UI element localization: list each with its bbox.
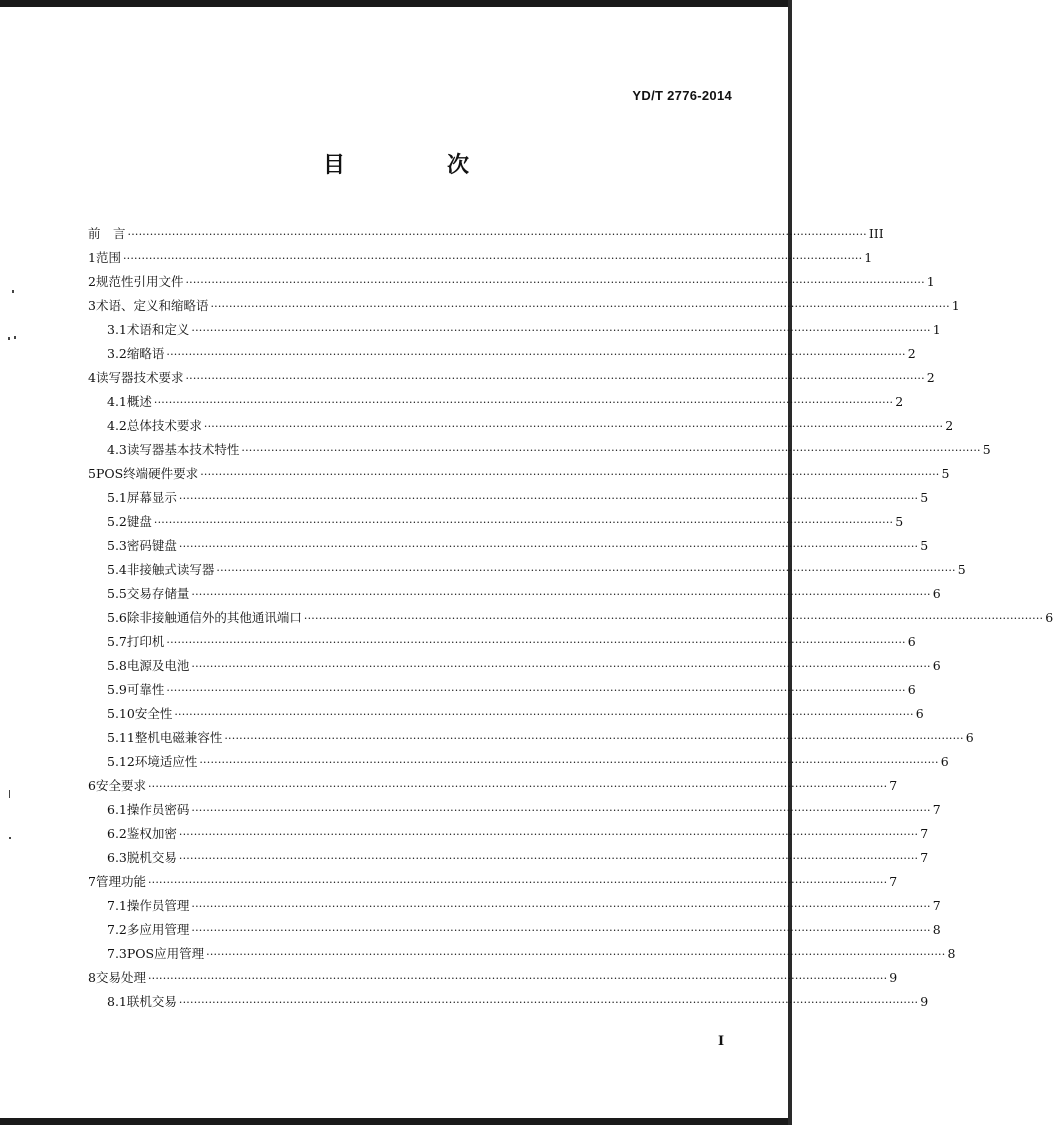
toc-leader-dots: ········································································································································································································ — [199, 756, 939, 769]
toc-entry-page: 7 — [932, 802, 941, 817]
toc-entry-page: 8 — [947, 946, 956, 961]
toc-entry[interactable] — [88, 290, 960, 314]
toc-entry[interactable] — [88, 890, 941, 914]
toc-entry-title: 术语、定义和缩略语 — [95, 298, 209, 313]
toc-entry-number: 3 — [88, 298, 96, 313]
toc-entry-page: 7 — [920, 850, 929, 865]
toc-entry-title: 前 言 — [88, 226, 126, 241]
toc-entry-page: 7 — [920, 826, 929, 841]
toc-entry-number: 5.4 — [107, 562, 127, 577]
toc-entry-number: 4 — [88, 370, 96, 385]
toc-leader-dots: ········································································································································································································ — [153, 396, 894, 409]
toc-entry-title: 环境适应性 — [134, 754, 198, 769]
toc-leader-dots: ········································································································································································································ — [191, 660, 931, 673]
toc-leader-dots: ········································································································································································································ — [174, 708, 914, 721]
toc-leader-dots: ········································································································································································································ — [185, 372, 925, 385]
toc-leader-dots: ········································································································································································································ — [178, 492, 919, 505]
toc-leader-dots: ········································································································································································································ — [200, 468, 940, 481]
toc-entry[interactable] — [88, 698, 924, 722]
toc-entry-number: 1 — [88, 250, 96, 265]
toc-entry-number: 5.1 — [107, 490, 127, 505]
toc-leader-dots: ········································································································································································································ — [191, 324, 931, 337]
toc-leader-dots: ········································································································································································································ — [166, 684, 906, 697]
toc-entry-page: 7 — [889, 874, 898, 889]
toc-entry-title: 管理功能 — [95, 874, 146, 889]
toc-entry-page: 2 — [926, 370, 935, 385]
toc-entry-page: 8 — [932, 922, 941, 937]
toc-entry-title: 除非接触通信外的其他通讯端口 — [126, 610, 302, 625]
toc-entry[interactable] — [88, 458, 950, 482]
toc-entry-page: 1 — [951, 298, 960, 313]
toc-entry[interactable] — [88, 386, 904, 410]
toc-entry-number: 5.9 — [107, 682, 127, 697]
toc-entry-page: 1 — [864, 250, 873, 265]
toc-entry-page: 2 — [945, 418, 954, 433]
scan-bottom-border — [0, 1118, 792, 1125]
toc-leader-dots: ········································································································································································································ — [122, 252, 863, 265]
toc-entry-number: 5.10 — [107, 706, 135, 721]
toc-entry-page: 5 — [957, 562, 966, 577]
toc-entry-page: 1 — [926, 274, 935, 289]
toc-leader-dots: ········································································································································································································ — [185, 276, 925, 289]
toc-entry[interactable] — [88, 578, 941, 602]
toc-leader-dots: ········································································································································································································ — [210, 300, 950, 313]
toc-entry[interactable] — [88, 722, 974, 746]
toc-entry-page: 6 — [915, 706, 924, 721]
toc-entry-page: III — [868, 226, 884, 241]
toc-entry-number: 3.1 — [107, 322, 127, 337]
toc-leader-dots: ········································································································································································································ — [147, 972, 888, 985]
toc-entry[interactable] — [88, 794, 941, 818]
toc-leader-dots: ········································································································································································································ — [166, 348, 906, 361]
toc-entry-title: 整机电磁兼容性 — [134, 730, 223, 745]
toc-entry-title: 脱机交易 — [126, 850, 177, 865]
toc-entry-title: 交易处理 — [95, 970, 146, 985]
scan-speck — [9, 790, 10, 798]
toc-entry-number: 6 — [88, 778, 96, 793]
toc-entry-number: 7.2 — [107, 922, 127, 937]
toc-entry-title: 术语和定义 — [126, 322, 190, 337]
toc-entry-number: 7.3 — [107, 946, 127, 961]
toc-entry-title: 安全要求 — [95, 778, 146, 793]
toc-entry-title: 范围 — [95, 250, 121, 265]
toc-entry-title: 屏幕显示 — [126, 490, 177, 505]
toc-entry-number: 5.3 — [107, 538, 127, 553]
toc-entry-title: 可靠性 — [126, 682, 165, 697]
toc-entry-number: 5 — [88, 466, 96, 481]
toc-leader-dots: ········································································································································································································ — [191, 804, 931, 817]
toc-entry-title: 规范性引用文件 — [95, 274, 184, 289]
toc-entry-page: 6 — [1045, 610, 1053, 625]
toc-entry-title: 非接触式读写器 — [126, 562, 215, 577]
toc-entry-number: 5.11 — [107, 730, 135, 745]
toc-entry-number: 2 — [88, 274, 96, 289]
toc-leader-dots: ········································································································································································································ — [127, 228, 867, 241]
toc-entry-title: 读写器技术要求 — [95, 370, 184, 385]
toc-leader-dots: ········································································································································································································ — [147, 780, 888, 793]
toc-entry-title: 鉴权加密 — [126, 826, 177, 841]
toc-entry[interactable] — [88, 410, 954, 434]
toc-entry[interactable] — [88, 266, 935, 290]
toc-entry-title: 多应用管理 — [126, 922, 190, 937]
toc-entry-number: 3.2 — [107, 346, 127, 361]
toc-leader-dots: ········································································································································································································ — [191, 924, 931, 937]
toc-entry-title: 打印机 — [126, 634, 165, 649]
toc-entry-title: 缩略语 — [126, 346, 165, 361]
toc-entry-number: 4.1 — [107, 394, 127, 409]
scan-speck — [12, 290, 14, 293]
toc-entry-page: 6 — [965, 730, 974, 745]
toc-entry-number: 6.3 — [107, 850, 127, 865]
toc-entry-number: 5.12 — [107, 754, 135, 769]
toc-entry[interactable] — [88, 506, 904, 530]
toc-entry[interactable] — [88, 362, 935, 386]
toc-entry-title: POS终端硬件要求 — [95, 466, 199, 481]
toc-entry[interactable] — [88, 338, 916, 362]
toc-entry[interactable] — [88, 818, 929, 842]
toc-entry-number: 6.1 — [107, 802, 127, 817]
toc-entry[interactable] — [88, 626, 916, 650]
toc-leader-dots: ········································································································································································································ — [216, 564, 956, 577]
toc-entry-page: 6 — [932, 586, 941, 601]
scan-speck — [14, 336, 16, 339]
toc-entry[interactable] — [88, 482, 929, 506]
toc-entry-page: 2 — [895, 394, 904, 409]
toc-entry-number: 4.3 — [107, 442, 127, 457]
toc-entry-number: 4.2 — [107, 418, 127, 433]
toc-leader-dots: ········································································································································································································ — [203, 420, 944, 433]
toc-leader-dots: ········································································································································································································ — [147, 876, 888, 889]
toc-leader-dots: ········································································································································································································ — [178, 828, 919, 841]
toc-entry[interactable] — [88, 530, 929, 554]
toc-entry-number: 8.1 — [107, 994, 127, 1009]
toc-entry-title: 操作员密码 — [126, 802, 190, 817]
toc-leader-dots: ········································································································································································································ — [303, 612, 1044, 625]
toc-entry-number: 5.7 — [107, 634, 127, 649]
toc-entry-page: 5 — [920, 538, 929, 553]
toc-entry-number: 5.6 — [107, 610, 127, 625]
toc-entry[interactable] — [88, 938, 956, 962]
toc-entry[interactable] — [88, 866, 898, 890]
toc-entry[interactable] — [88, 554, 966, 578]
toc-entry-number: 7.1 — [107, 898, 127, 913]
toc-entry-page: 9 — [920, 994, 929, 1009]
toc-leader-dots: ········································································································································································································ — [166, 636, 906, 649]
toc-entry-title: 操作员管理 — [126, 898, 190, 913]
toc-entry-title: 电源及电池 — [126, 658, 190, 673]
toc-entry-page: 7 — [889, 778, 898, 793]
toc-entry-number: 8 — [88, 970, 96, 985]
toc-entry-title: 概述 — [126, 394, 152, 409]
toc-entry-number: 7 — [88, 874, 96, 889]
toc-entry-number: 5.5 — [107, 586, 127, 601]
page-title: 目 次 — [322, 153, 509, 178]
toc-entry-title: 读写器基本技术特性 — [126, 442, 240, 457]
toc-entry[interactable] — [88, 770, 898, 794]
toc-entry[interactable] — [88, 650, 941, 674]
toc-entry-page: 6 — [907, 682, 916, 697]
toc-entry-page: 1 — [932, 322, 941, 337]
toc-leader-dots: ········································································································································································································ — [191, 900, 931, 913]
toc-entry-page: 5 — [895, 514, 904, 529]
toc-entry-title: 密码键盘 — [126, 538, 177, 553]
toc-leader-dots: ········································································································································································································ — [206, 948, 946, 961]
toc-entry[interactable] — [88, 218, 884, 242]
toc-entry-title: POS应用管理 — [126, 946, 205, 961]
toc-leader-dots: ········································································································································································································ — [191, 588, 931, 601]
toc-entry-page: 7 — [932, 898, 941, 913]
scan-top-border — [0, 0, 792, 7]
toc-entry[interactable] — [88, 674, 916, 698]
scan-speck — [8, 337, 10, 340]
toc-entry-title: 交易存储量 — [126, 586, 190, 601]
toc-leader-dots: ········································································································································································································ — [241, 444, 981, 457]
toc-entry[interactable] — [88, 242, 873, 266]
toc-entry-number: 5.2 — [107, 514, 127, 529]
toc-entry-page: 9 — [889, 970, 898, 985]
toc-entry[interactable] — [88, 962, 898, 986]
toc-entry-page: 5 — [920, 490, 929, 505]
toc-entry-page: 2 — [907, 346, 916, 361]
toc-entry[interactable] — [88, 746, 949, 770]
toc-entry-title: 联机交易 — [126, 994, 177, 1009]
toc-entry-number: 6.2 — [107, 826, 127, 841]
toc-leader-dots: ········································································································································································································ — [178, 996, 919, 1009]
toc-entry-page: 6 — [907, 634, 916, 649]
page-number: I — [718, 1034, 725, 1049]
toc-entry-page: 6 — [932, 658, 941, 673]
toc-entry-page: 5 — [982, 442, 991, 457]
toc-entry[interactable] — [88, 914, 941, 938]
toc-entry[interactable] — [88, 434, 991, 458]
toc-leader-dots: ········································································································································································································ — [224, 732, 964, 745]
toc-entry-title: 安全性 — [134, 706, 173, 721]
toc-entry-title: 总体技术要求 — [126, 418, 202, 433]
toc-entry[interactable] — [88, 314, 941, 338]
toc-entry[interactable] — [88, 986, 929, 1010]
table-of-contents — [88, 218, 1053, 1010]
toc-entry-title: 键盘 — [126, 514, 152, 529]
toc-entry[interactable] — [88, 602, 1053, 626]
standard-code: YD/T 2776-2014 — [632, 88, 732, 103]
scan-speck — [9, 837, 11, 839]
toc-leader-dots: ········································································································································································································ — [178, 540, 919, 553]
toc-entry-page: 6 — [940, 754, 949, 769]
toc-leader-dots: ········································································································································································································ — [178, 852, 919, 865]
toc-leader-dots: ········································································································································································································ — [153, 516, 894, 529]
toc-entry-number: 5.8 — [107, 658, 127, 673]
toc-entry[interactable] — [88, 842, 929, 866]
toc-entry-page: 5 — [941, 466, 950, 481]
